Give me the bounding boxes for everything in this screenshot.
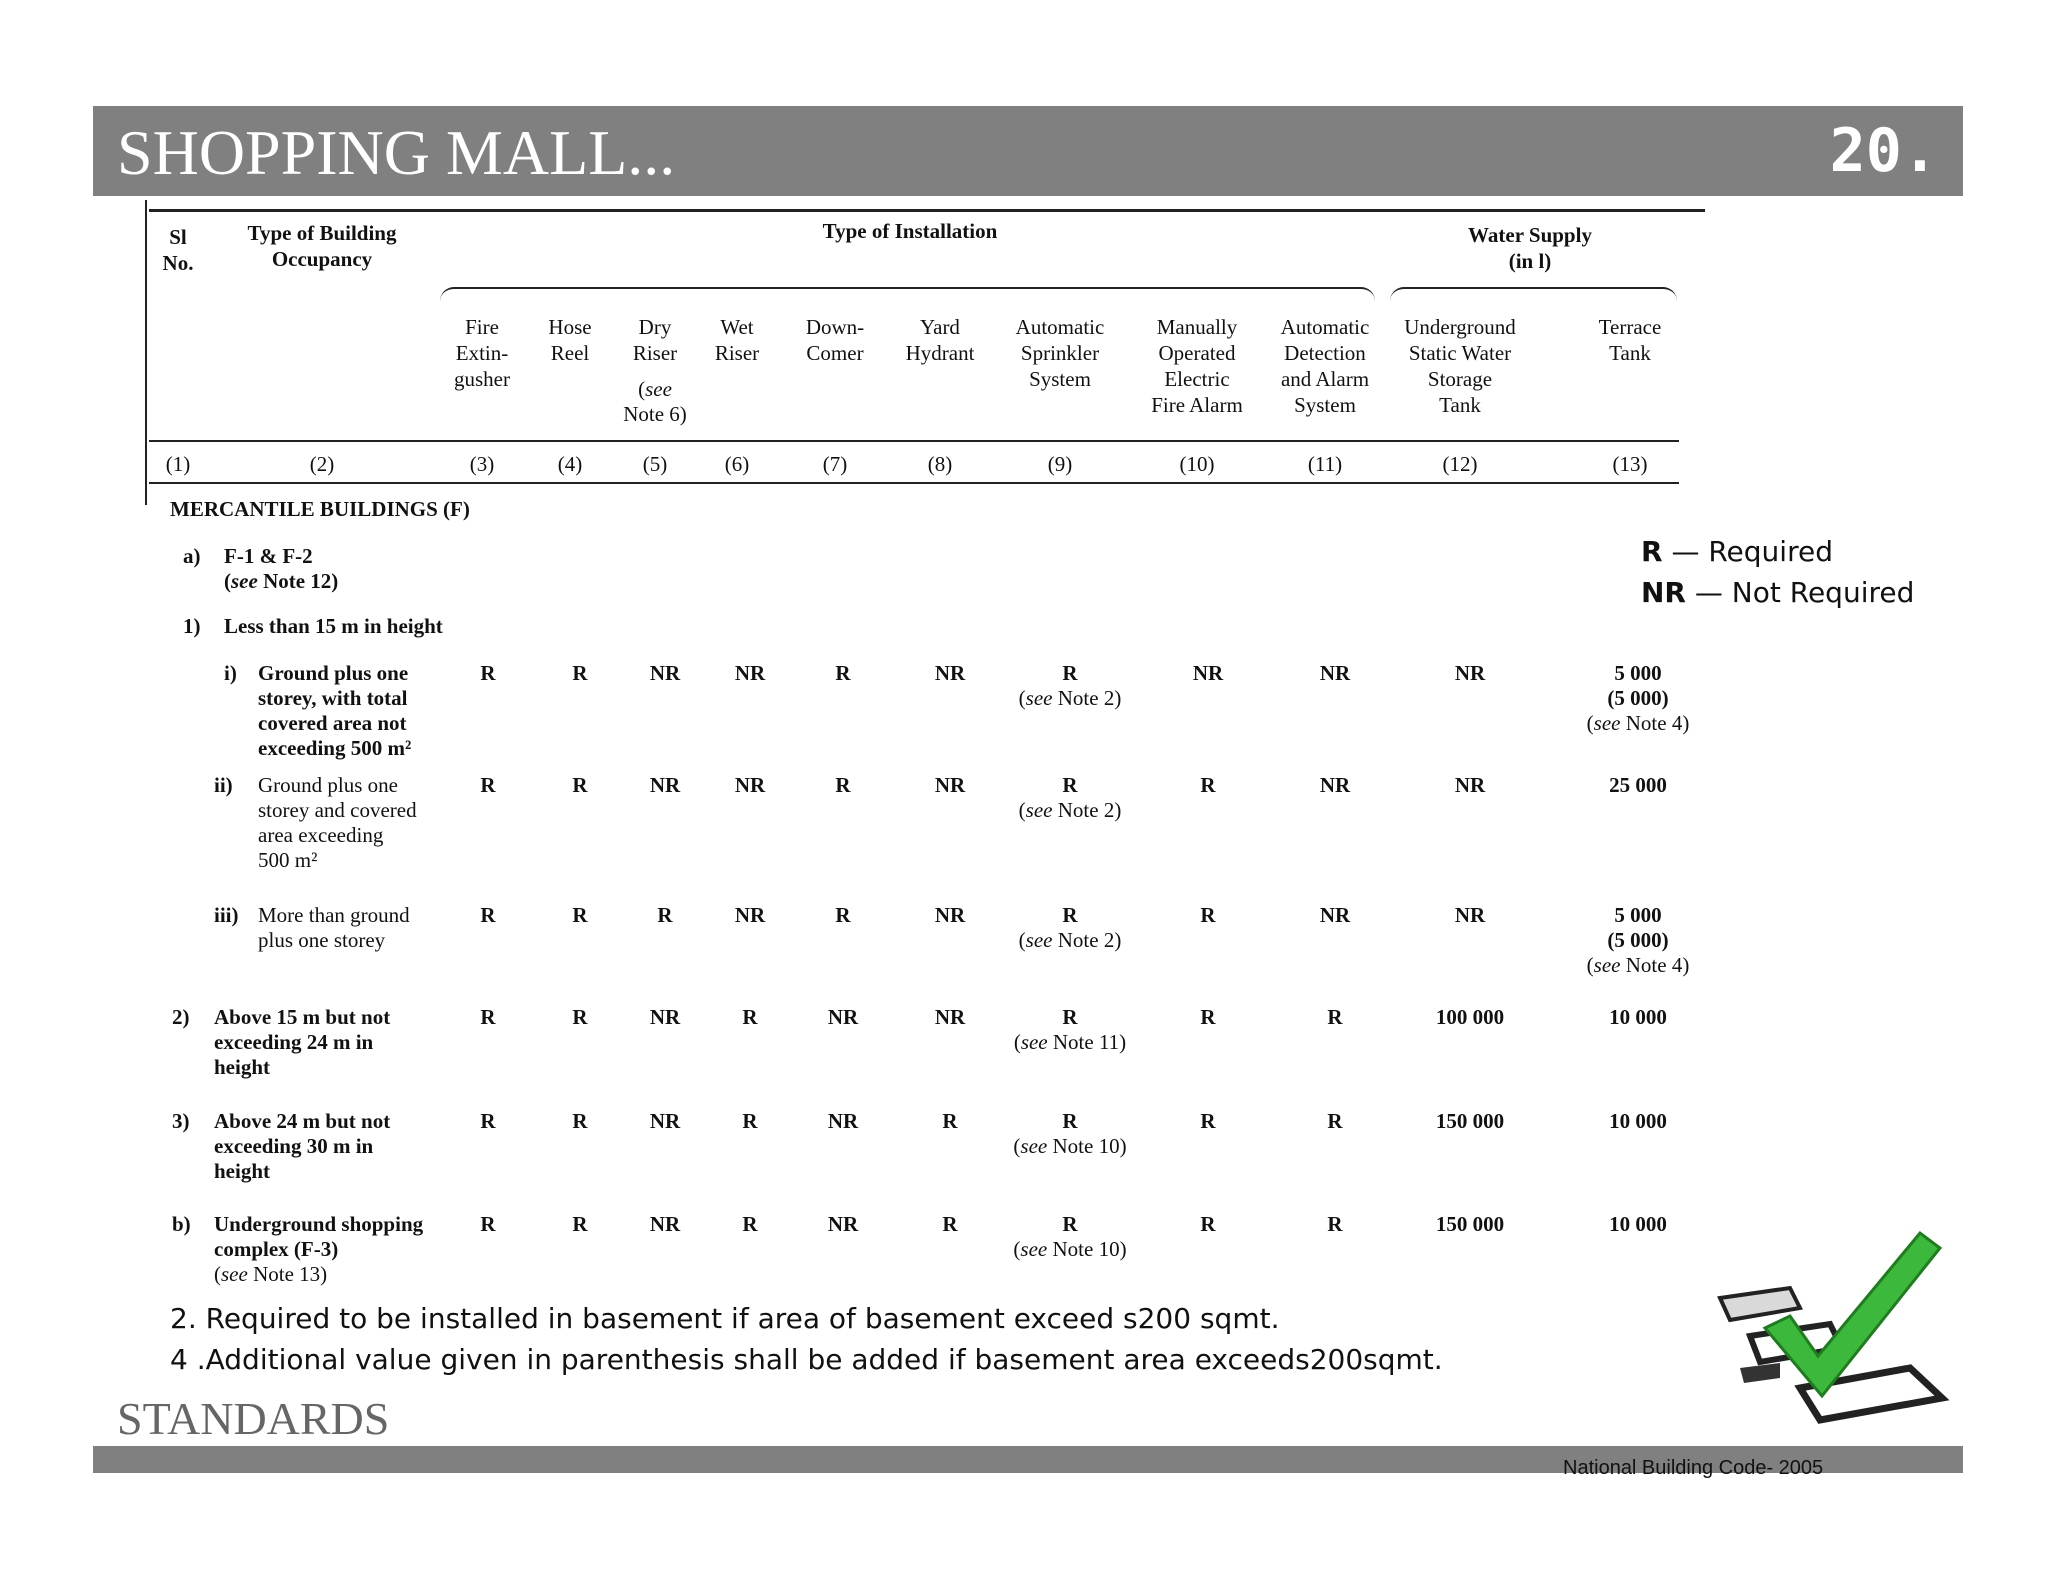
cell-value: 150 000 [1435, 1109, 1505, 1133]
table-top-rule [149, 209, 1705, 212]
cell-value: R [1062, 773, 1078, 797]
column-number: (1) [165, 452, 191, 476]
column-number: (4) [557, 452, 583, 476]
cell-value: NR [934, 661, 966, 685]
standards-label: STANDARDS [117, 1393, 390, 1444]
cell-value: NR [649, 661, 681, 685]
sub-1-label: 1) [183, 614, 201, 638]
column-number: (10) [1179, 452, 1215, 476]
column-head: Hose Reel [548, 315, 592, 365]
cell-value: R [1062, 1212, 1078, 1236]
cell-value: NR [934, 773, 966, 797]
cell-value: 25 000 [1609, 773, 1667, 797]
cell-value: R [1062, 1005, 1078, 1029]
building-type-head: Type of Building Occupancy [247, 221, 397, 271]
group-a-note: (see Note 12) [224, 569, 339, 593]
page-title: SHOPPING MALL... [117, 117, 676, 188]
cell-value: 10 000 [1609, 1109, 1667, 1133]
cell-value: NR [1319, 773, 1351, 797]
cell-value: NR [1192, 661, 1224, 685]
row-description: Underground shopping [214, 1212, 424, 1236]
group-a-label: a) [183, 544, 201, 568]
cell-value: R [835, 773, 851, 797]
cell-value: 5 000 [1614, 661, 1662, 685]
cell-value: R [1062, 1109, 1078, 1133]
terrace-extra: (5 000) [1607, 928, 1669, 952]
water-supply-head: Water Supply (in l) [1468, 223, 1592, 273]
row-description: height [214, 1055, 271, 1079]
column-head: Yard Hydrant [905, 315, 975, 365]
cell-value: R [1200, 1109, 1216, 1133]
cell-value: R [572, 661, 588, 685]
column-number: (6) [724, 452, 750, 476]
sprinkler-note: (see Note 11) [1013, 1030, 1127, 1054]
section-title: MERCANTILE BUILDINGS (F) [170, 497, 470, 521]
row-description: Ground plus one [258, 661, 409, 685]
slide-number: 20. [1829, 116, 1938, 186]
cell-value: NR [934, 1005, 966, 1029]
water-supply-brace [1390, 287, 1677, 301]
cell-value: NR [734, 903, 766, 927]
cell-value: NR [827, 1005, 859, 1029]
checkbox-checkmark-icon [1710, 1228, 1950, 1438]
cell-value: NR [934, 903, 966, 927]
row-label: iii) [214, 903, 239, 927]
cell-value: 150 000 [1435, 1212, 1505, 1236]
column-head: Down- Comer [805, 315, 865, 365]
cell-value: R [480, 661, 496, 685]
cell-value: NR [827, 1109, 859, 1133]
cell-value: R [835, 661, 851, 685]
cell-value: R [480, 903, 496, 927]
cell-value: R [835, 903, 851, 927]
column-number: (5) [642, 452, 668, 476]
cell-value: R [480, 1212, 496, 1236]
cell-value: NR [1319, 661, 1351, 685]
column-head: Automatic Sprinkler System [1015, 315, 1105, 391]
sprinkler-note: (see Note 2) [1018, 798, 1122, 822]
table-number-rule [149, 482, 1679, 484]
table-left-border [145, 200, 147, 505]
column-number: (12) [1442, 452, 1478, 476]
row-description: exceeding 500 m² [258, 736, 412, 760]
cell-value: R [480, 773, 496, 797]
cell-value: NR [649, 1109, 681, 1133]
cell-value: 10 000 [1609, 1212, 1667, 1236]
row-description: Above 24 m but not [214, 1109, 391, 1133]
group-a-title: F-1 & F-2 [224, 544, 313, 568]
cell-value: R [1327, 1212, 1343, 1236]
row-description: area exceeding [258, 823, 384, 847]
row-label: 3) [172, 1109, 190, 1133]
table-head-rule [149, 440, 1679, 442]
cell-value: R [1327, 1109, 1343, 1133]
legend-required: R — Required [1641, 535, 1833, 568]
column-number: (13) [1612, 452, 1648, 476]
cell-value: R [1200, 1212, 1216, 1236]
cell-value: R [742, 1212, 758, 1236]
cell-value: R [1200, 773, 1216, 797]
column-head: Underground Static Water Storage Tank [1404, 315, 1516, 417]
cell-value: R [742, 1109, 758, 1133]
dry-riser-note-rest: Note 6) [623, 402, 687, 426]
row-description: height [214, 1159, 271, 1183]
row-label: 2) [172, 1005, 190, 1029]
row-description: exceeding 24 m in [214, 1030, 374, 1054]
installation-head: Type of Installation [822, 219, 998, 243]
cell-value: R [942, 1109, 958, 1133]
cell-value: NR [1454, 661, 1486, 685]
column-head: Dry Riser [632, 315, 678, 365]
column-head: Manually Operated Electric Fire Alarm [1151, 315, 1243, 417]
column-number: (3) [469, 452, 495, 476]
column-head: Wet Riser [714, 315, 760, 365]
row-description: storey, with total [258, 686, 408, 710]
terrace-note: (see Note 4) [1586, 953, 1690, 977]
cell-value: NR [1319, 903, 1351, 927]
sub-1-title: Less than 15 m in height [224, 614, 443, 638]
cell-value: NR [827, 1212, 859, 1236]
cell-value: R [1062, 661, 1078, 685]
cell-value: NR [1454, 903, 1486, 927]
cell-value: R [1200, 1005, 1216, 1029]
cell-value: R [1062, 903, 1078, 927]
sprinkler-note: (see Note 2) [1018, 928, 1122, 952]
sprinkler-note: (see Note 10) [1013, 1134, 1127, 1158]
cell-value: NR [649, 773, 681, 797]
cell-value: NR [1454, 773, 1486, 797]
terrace-extra: (5 000) [1607, 686, 1669, 710]
note-2: 2. Required to be installed in basement if area of basement exceed s200 sqmt. [170, 1302, 1280, 1335]
row-description: covered area not [258, 711, 407, 735]
cell-value: NR [649, 1212, 681, 1236]
row-description: plus one storey [258, 928, 386, 952]
column-head: Automatic Detection and Alarm System [1280, 315, 1370, 417]
cell-value: 10 000 [1609, 1005, 1667, 1029]
cell-value: R [572, 1212, 588, 1236]
cell-value: R [657, 903, 673, 927]
cell-value: R [942, 1212, 958, 1236]
column-number: (9) [1047, 452, 1073, 476]
column-number: (7) [822, 452, 848, 476]
column-head: Fire Extin- gusher [454, 315, 510, 391]
sprinkler-note: (see Note 10) [1013, 1237, 1127, 1261]
row-label: ii) [214, 773, 233, 797]
installation-brace [440, 287, 1375, 301]
row-description-note: (see Note 13) [214, 1262, 328, 1286]
row-description: complex (F-3) [214, 1237, 339, 1261]
row-label: b) [172, 1212, 191, 1236]
cell-value: R [572, 773, 588, 797]
cell-value: NR [649, 1005, 681, 1029]
sl-no-head: Sl No. [162, 225, 194, 275]
cell-value: R [572, 903, 588, 927]
row-description: Above 15 m but not [214, 1005, 391, 1029]
row-description: Ground plus one [258, 773, 398, 797]
cell-value: R [1327, 1005, 1343, 1029]
sprinkler-note: (see Note 2) [1018, 686, 1122, 710]
cell-value: 100 000 [1435, 1005, 1505, 1029]
cell-value: 5 000 [1614, 903, 1662, 927]
dry-riser-note: (see [638, 377, 672, 401]
column-number: (2) [309, 452, 335, 476]
cell-value: R [1200, 903, 1216, 927]
row-description: storey and covered [258, 798, 417, 822]
cell-value: R [480, 1109, 496, 1133]
cell-value: R [572, 1005, 588, 1029]
column-head: Terrace Tank [1598, 315, 1662, 365]
cell-value: R [480, 1005, 496, 1029]
cell-value: NR [734, 773, 766, 797]
cell-value: R [572, 1109, 588, 1133]
terrace-note: (see Note 4) [1586, 711, 1690, 735]
note-4: 4 .Additional value given in parenthesis shall be added if basement area exceeds200sqmt. [170, 1343, 1443, 1376]
row-label: i) [224, 661, 237, 685]
row-description: 500 m² [258, 848, 318, 872]
cell-value: R [742, 1005, 758, 1029]
footer-credit: National Building Code- 2005 [1563, 1457, 1824, 1479]
row-description: exceeding 30 m in [214, 1134, 374, 1158]
column-number: (8) [927, 452, 953, 476]
legend-not-required: NR — Not Required [1641, 576, 1915, 609]
column-number: (11) [1307, 452, 1343, 476]
cell-value: NR [734, 661, 766, 685]
row-description: More than ground [258, 903, 410, 927]
